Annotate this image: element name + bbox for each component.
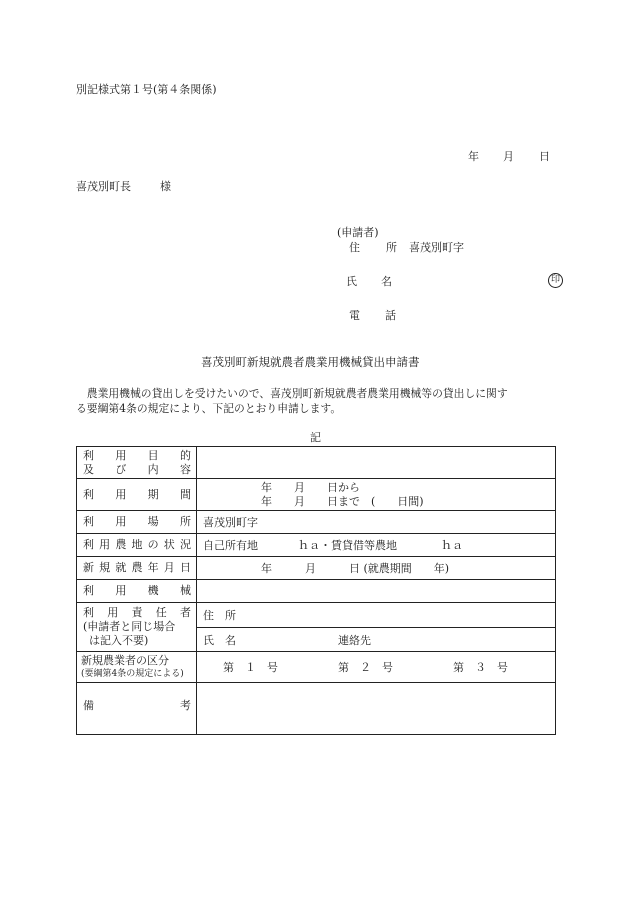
row-remarks: [77, 683, 556, 735]
row-period: [77, 479, 556, 511]
responsible-address-label: 住 所: [203, 609, 236, 622]
machine-label: 利 用 機 械: [77, 580, 197, 603]
document-title: 喜茂別町新規就農者農業用機械貸出申請書: [201, 355, 420, 369]
purpose-field[interactable]: [197, 447, 556, 479]
honorific: 様: [160, 180, 171, 193]
category-option-1[interactable]: 第 １ 号: [223, 661, 278, 674]
address-value: 喜茂別町字: [409, 241, 464, 254]
newfarm-value: 年 月 日 (就農期間 年): [261, 562, 450, 575]
category-field[interactable]: [197, 652, 556, 683]
period-from: 年 月 日から: [261, 480, 360, 494]
body-line-1: 農業用機械の貸出しを受けたいので、喜茂別町新規就農者農業用機械等の貸出しに関す: [76, 387, 508, 400]
row-purpose: [77, 447, 556, 479]
applicant-heading: (申請者): [337, 226, 379, 239]
category-label: 新規農業者の区分 (要綱第4条の規定による): [77, 652, 197, 683]
period-field[interactable]: [197, 479, 556, 511]
row-responsible-address: [77, 603, 556, 628]
newfarm-field[interactable]: [197, 557, 556, 580]
place-field[interactable]: [197, 511, 556, 534]
place-value: 喜茂別町字: [203, 516, 258, 529]
form-number: 別記様式第１号(第４条関係): [76, 83, 217, 96]
land-owned-label: 自己所有地: [203, 539, 258, 552]
newfarm-label: 新 規 就 農 年 月 日: [77, 557, 197, 580]
land-field[interactable]: [197, 534, 556, 557]
responsible-contact-label: 連絡先: [338, 633, 371, 647]
addressee: 喜茂別町長: [76, 180, 131, 193]
row-land: [77, 534, 556, 557]
date-month-label: 月: [503, 150, 514, 163]
land-label: 利 用 農 地 の 状 況: [77, 534, 197, 557]
address-label: 住 所: [349, 241, 397, 254]
place-label: 利 用 場 所: [77, 511, 197, 534]
land-ha-leased-label: ｈａ・賃貸借等農地: [298, 539, 397, 552]
ki-label: 記: [310, 431, 321, 444]
seal-mark: 印: [548, 273, 563, 288]
responsible-label: 利 用 責 任 者 (申請者と同じ場合 は記入不要): [77, 603, 197, 652]
category-option-2[interactable]: 第 ２ 号: [338, 661, 393, 674]
date-day-label: 日: [539, 150, 550, 163]
body-line-2: る要綱第4条の規定により、下記のとおり申請します。: [76, 402, 342, 415]
period-label: 利 用 期 間: [77, 479, 197, 511]
phone-label: 電 話: [349, 309, 396, 322]
responsible-name-label: 氏 名: [203, 633, 236, 647]
row-place: [77, 511, 556, 534]
land-ha-unit: ｈａ: [441, 539, 463, 552]
date-year-label: 年: [468, 150, 479, 163]
row-machine: [77, 580, 556, 603]
row-newfarm: [77, 557, 556, 580]
responsible-address-field[interactable]: [197, 603, 556, 628]
row-category: [77, 652, 556, 683]
remarks-label: 備 考: [77, 683, 197, 735]
category-option-3[interactable]: 第 ３ 号: [453, 661, 508, 674]
responsible-name-field[interactable]: [197, 628, 556, 652]
remarks-field[interactable]: [197, 683, 556, 735]
purpose-label: 利 用 目 的 及 び 内 容: [77, 447, 197, 479]
machine-field[interactable]: [197, 580, 556, 603]
period-to: 年 月 日まで ( 日間): [261, 494, 424, 508]
name-label: 氏 名: [346, 275, 392, 288]
application-table: [76, 446, 556, 735]
